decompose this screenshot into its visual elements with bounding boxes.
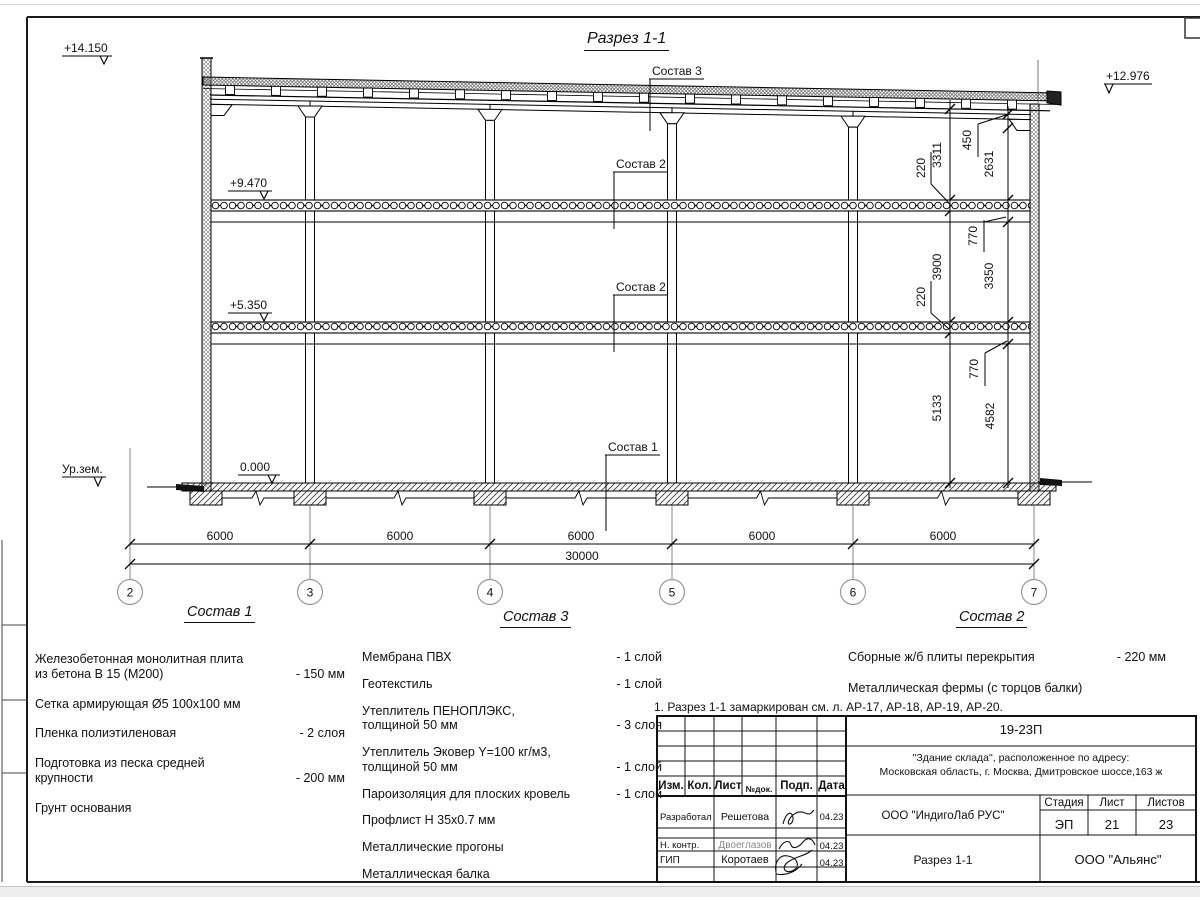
signatures xyxy=(776,810,815,875)
col-kol: Кол. xyxy=(687,780,712,792)
composition-leaders xyxy=(605,79,704,531)
date-gip: 04.23 xyxy=(819,858,844,869)
object-line1: "Здание склада", расположенное по адресу: xyxy=(912,752,1130,764)
designer-company: ООО "ИндигоЛаб РУС" xyxy=(881,810,1005,822)
composition1-heading: Состав 1 xyxy=(184,604,255,623)
axis-bubble-6: 6 xyxy=(849,585,857,600)
right-wall xyxy=(1030,104,1039,491)
sheets-total: 23 xyxy=(1158,817,1174,832)
name-gip: Коротаев xyxy=(721,854,769,866)
axis-bubble-3: 3 xyxy=(306,585,314,600)
list-item: Металлическая фермы (с торцов балки) xyxy=(848,680,1083,695)
composition-list-3 xyxy=(362,650,662,894)
list-item: Металлические прогоны xyxy=(362,840,504,854)
drawing-name: Разрез 1-1 xyxy=(913,853,973,867)
dim-slab-220-1: 220 xyxy=(914,157,928,179)
dim-span-1: 6000 xyxy=(206,529,234,543)
name-developer: Решетова xyxy=(720,811,770,823)
ground-composition-label: Состав 1 xyxy=(608,440,658,454)
left-wall xyxy=(202,58,211,491)
elevation-zero: 0.000 xyxy=(240,460,271,474)
dim-total: 30000 xyxy=(565,549,599,563)
client-company: ООО "Альянс" xyxy=(1074,852,1162,867)
role-gip: ГИП xyxy=(660,855,680,866)
list-item: Мембрана ПВХ - 1 слой xyxy=(362,650,662,664)
signature-developer xyxy=(783,810,814,824)
composition2-heading: Состав 2 xyxy=(956,609,1027,628)
left-margin-stamp xyxy=(2,540,27,882)
generated-structure xyxy=(118,86,1051,605)
composition3-heading: Состав 3 xyxy=(500,609,571,628)
list-item: Пароизоляция для плоских кровель - 1 слой xyxy=(362,786,662,801)
list-item: Подготовка из песка средней крупности - 200 мм xyxy=(35,756,345,785)
date-ncontrol: 04.23 xyxy=(819,841,844,852)
sheet-number: 21 xyxy=(1104,817,1120,832)
list-item: Утеплитель ПЕНОПЛЭКС, толщиной 50 мм - 3 слоя xyxy=(362,703,662,733)
floor-slab-1 xyxy=(211,200,1030,211)
col-data: Дата xyxy=(818,780,845,792)
list-item: Профлист Н 35х0.7 мм xyxy=(362,813,496,828)
role-ncontrol: Н. контр. xyxy=(660,840,700,851)
list-item: Металлическая балка xyxy=(362,866,490,881)
date-developer: 04.23 xyxy=(819,812,844,823)
col-list: Лист xyxy=(714,780,742,792)
axis-bubble-5: 5 xyxy=(668,585,676,600)
list-item: Геотекстиль - 1 слой xyxy=(362,676,662,691)
frame-notch xyxy=(1185,18,1200,38)
elevation-floor2: +5.350 xyxy=(230,298,268,312)
doc-number: 19-23П xyxy=(999,722,1043,737)
roof-composition-label: Состав 3 xyxy=(652,64,702,78)
list-item: Сборные ж/б плиты перекрытия - 220 мм xyxy=(848,650,1166,664)
ground-wedge-right xyxy=(1040,478,1062,486)
floor-slab-2 xyxy=(211,322,1030,333)
elevation-parapet: +14.150 xyxy=(64,41,108,55)
sheet-title: Разрез 1-1 xyxy=(584,30,669,51)
dim-770-1: 770 xyxy=(966,225,980,247)
composition-list-1 xyxy=(35,652,345,830)
dim-5133: 5133 xyxy=(930,394,944,422)
elevation-floor1: +9.470 xyxy=(230,176,268,190)
dim-span-5: 6000 xyxy=(929,529,957,543)
signature-gip xyxy=(776,850,812,875)
signature-ncontrol xyxy=(779,839,815,849)
col-podp: Подп. xyxy=(780,780,813,792)
elevation-roof-right: +12.976 xyxy=(1106,69,1150,83)
stage-value: ЭП xyxy=(1054,817,1074,832)
floors-and-dims xyxy=(62,41,1152,600)
dim-span-3: 6000 xyxy=(567,529,595,543)
list-item: Сетка армирующая Ø5 100х100 мм xyxy=(35,696,241,711)
dim-span-2: 6000 xyxy=(386,529,414,543)
stage-label: Стадия xyxy=(1044,797,1084,809)
dim-3311: 3311 xyxy=(930,142,944,168)
floor2-composition-label: Состав 2 xyxy=(616,280,666,294)
list-item: Утеплитель Эковер Y=100 кг/м3, толщиной 50 мм - 1 слой xyxy=(362,745,662,774)
dim-span-4: 6000 xyxy=(748,529,776,543)
roof-fascia xyxy=(1047,91,1061,105)
name-ncontrol: Двоеглазов xyxy=(718,840,772,851)
object-line2: Московская область, г. Москва, Дмитровское шоссе,163 ж xyxy=(879,766,1163,778)
sheets-label: Листов xyxy=(1147,797,1185,809)
role-developer: Разработал xyxy=(660,812,712,823)
dim-slab-220-2: 220 xyxy=(914,286,928,308)
col-ndok: №док. xyxy=(745,784,773,794)
axis-bubble-2: 2 xyxy=(126,585,134,600)
axis-bubble-4: 4 xyxy=(486,585,494,600)
dim-3350: 3350 xyxy=(982,262,996,290)
ground-slab xyxy=(182,483,1056,491)
list-item: Грунт основания xyxy=(35,800,132,815)
col-izm: Изм. xyxy=(658,780,684,792)
floor1-composition-label: Состав 2 xyxy=(616,157,666,171)
dim-4582: 4582 xyxy=(983,402,997,430)
ground-level-label: Ур.зем. xyxy=(62,462,103,476)
list-item: Железобетонная монолитная плита из бетона В 15 (М200) - 150 мм xyxy=(35,652,345,681)
sheet-label: Лист xyxy=(1099,797,1125,809)
dim-2631: 2631 xyxy=(982,150,996,178)
axis-bubble-7: 7 xyxy=(1030,585,1038,600)
list-item: Пленка полиэтиленовая - 2 слоя xyxy=(35,726,345,741)
dim-770-2: 770 xyxy=(967,358,981,380)
note: 1. Разрез 1-1 замаркирован см. л. АР-17, АР-18, АР-19, АР-20. xyxy=(654,700,1003,714)
dim-3900: 3900 xyxy=(930,253,944,281)
dim-450: 450 xyxy=(960,129,974,151)
